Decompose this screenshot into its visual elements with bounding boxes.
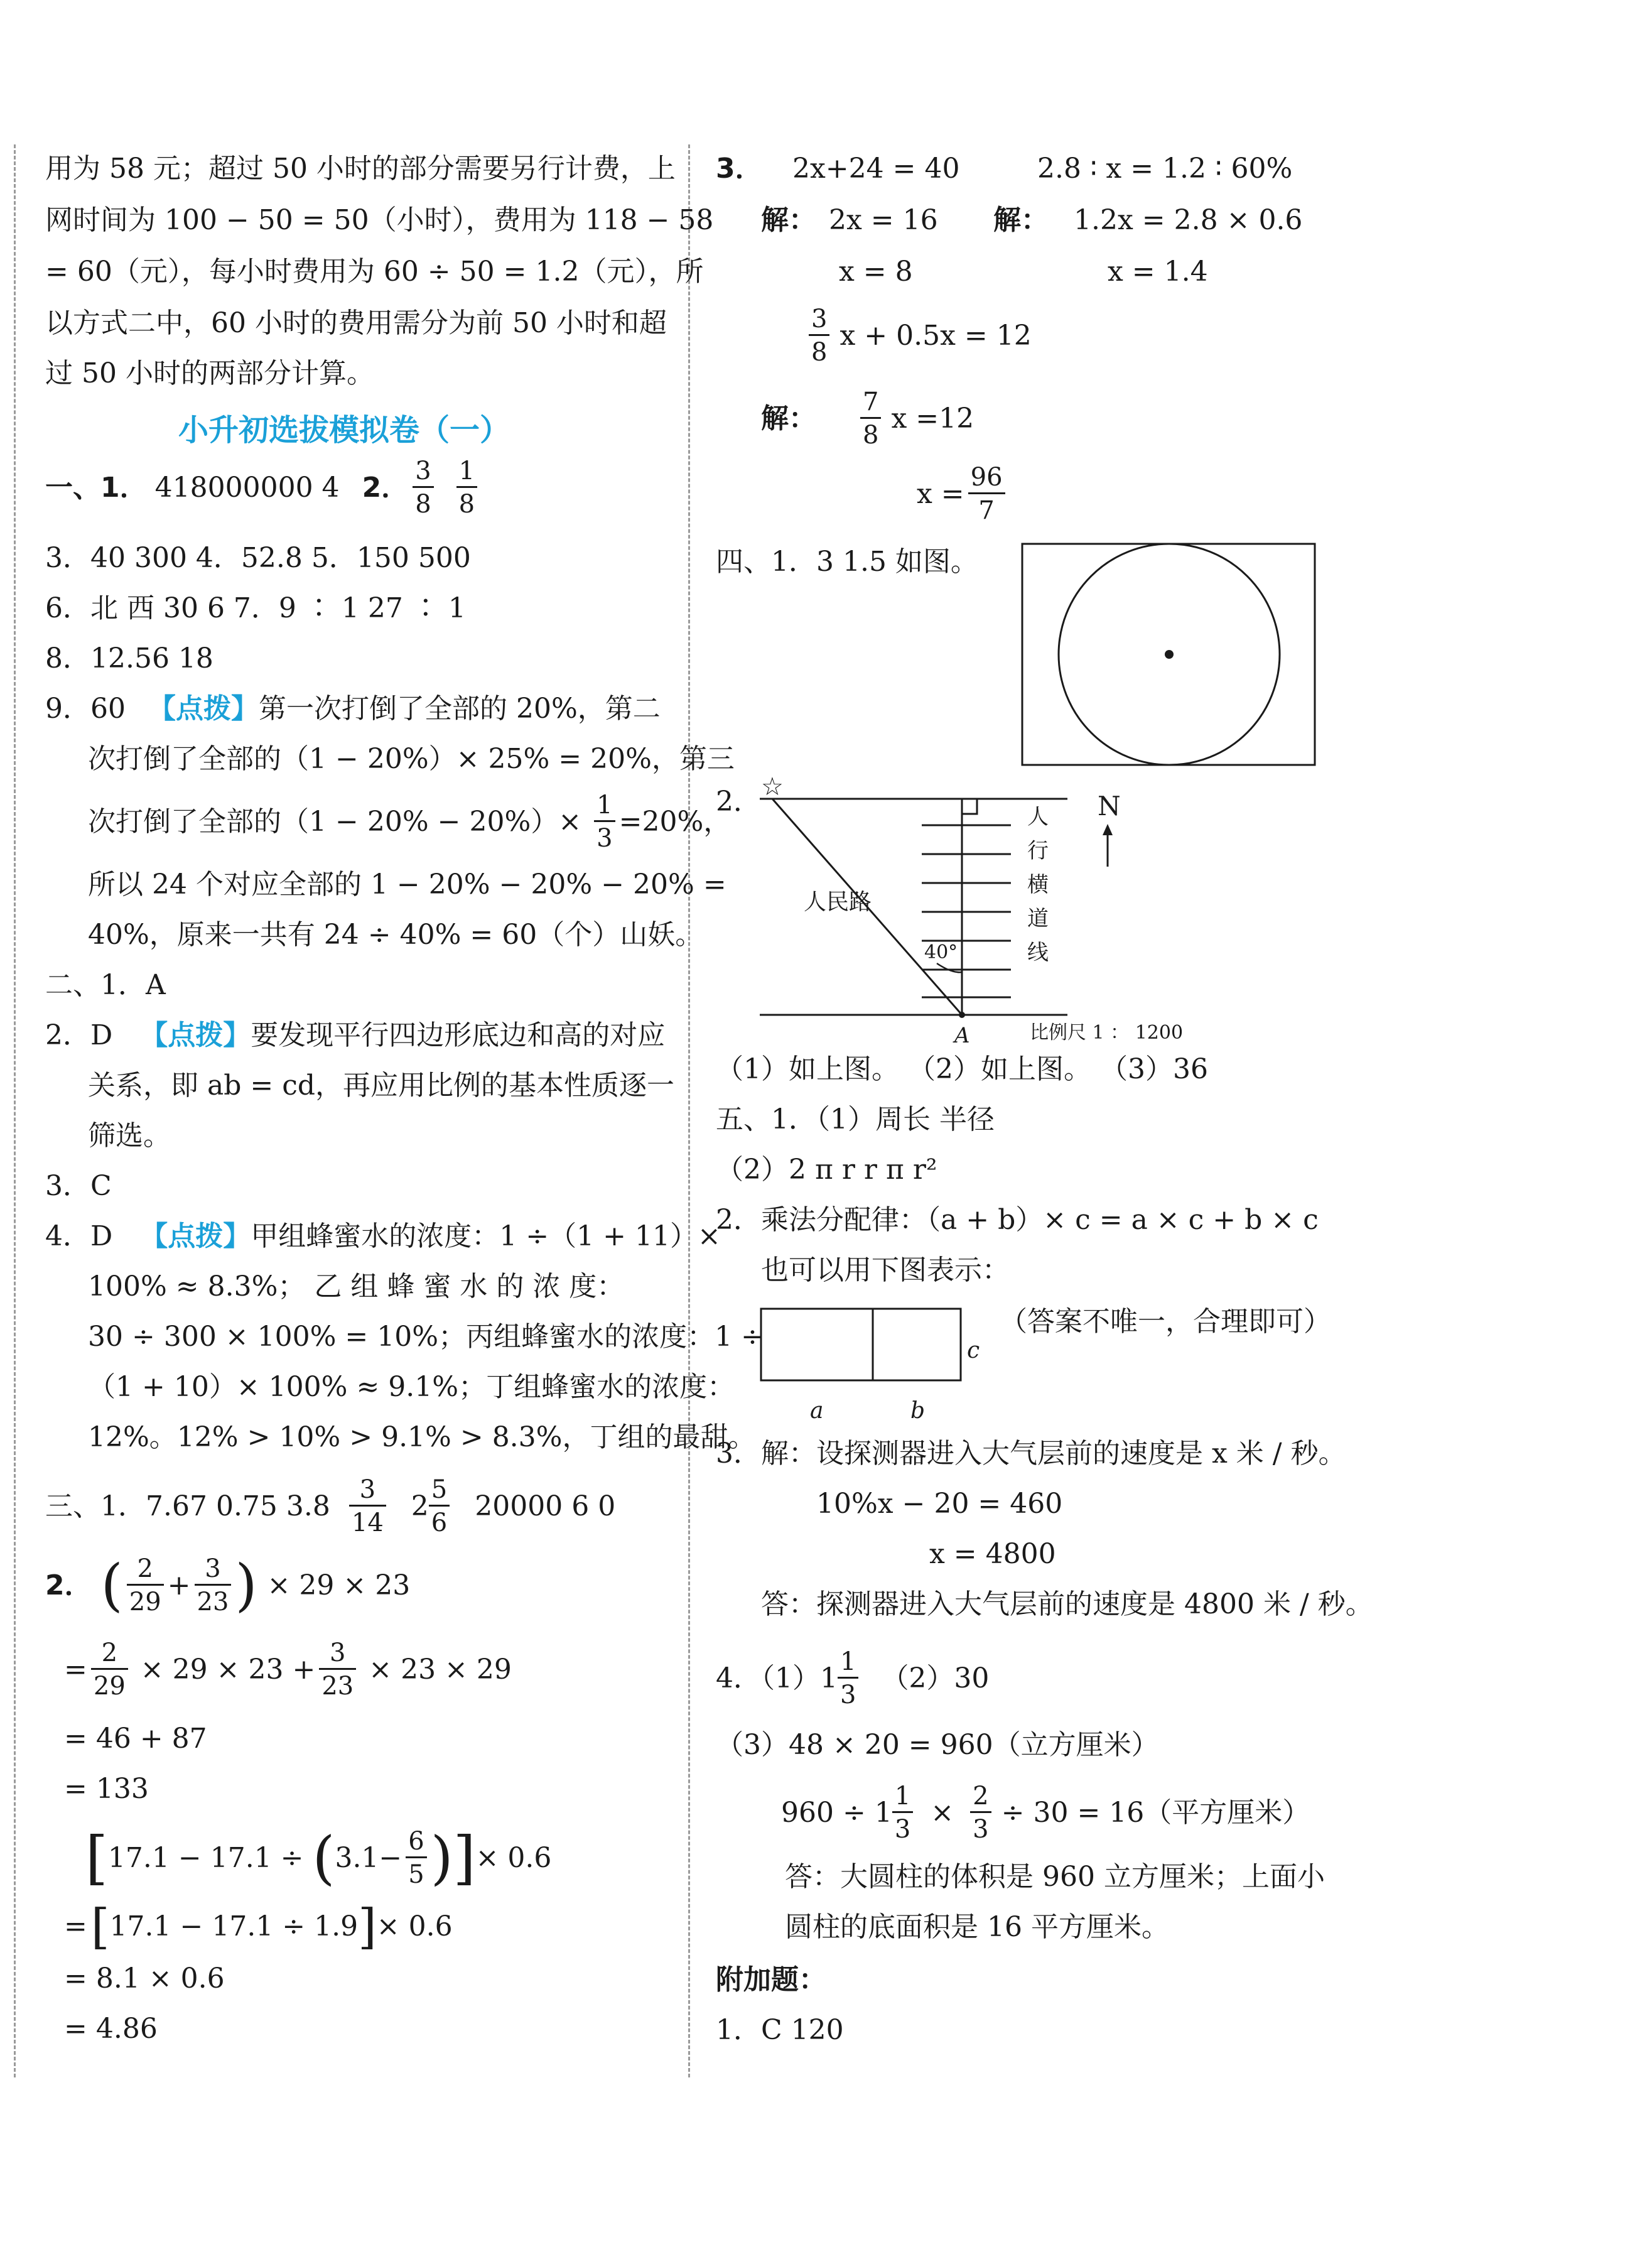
r-q3-line-5 bbox=[761, 389, 974, 448]
expr-6: 17.1 − 17.1 ÷ 1.9 bbox=[109, 1910, 359, 1942]
extra-title: 附加题： bbox=[716, 1964, 826, 1996]
s3-q2-line-3: = 46 + 87 bbox=[64, 1723, 207, 1755]
map-diagram bbox=[753, 772, 1206, 1049]
expr-2-tail: × 23 × 29 bbox=[369, 1653, 512, 1686]
r-q3-eq-b2: 1.2x = 2.8 × 0.6 bbox=[1074, 204, 1303, 236]
expr-5-tail: × 0.6 bbox=[475, 1841, 552, 1874]
s5-q4-line-5: 圆柱的底面积是 16 平方厘米。 bbox=[785, 1911, 1169, 1943]
distributive-rectangle-diagram bbox=[753, 1306, 992, 1426]
intro-line-2: 网时间为 100 − 50 = 50（小时），费用为 118 − 58 bbox=[45, 204, 714, 236]
s5-q4-c1: 960 ÷ 1 bbox=[781, 1796, 892, 1829]
s5-q3-line-3: x = 4800 bbox=[929, 1538, 1056, 1570]
q9-answer: 9．60 bbox=[45, 693, 126, 725]
star-icon: ☆ bbox=[761, 772, 784, 801]
expr-2-mid: × 29 × 23 + bbox=[140, 1653, 316, 1686]
s3-q2-line-6: = [ 17.1 − 17.1 ÷ 1.9 ] × 0.6 bbox=[64, 1898, 453, 1954]
hint-label: 【点拨】 bbox=[140, 1220, 251, 1252]
q9-text-c-tail: =20%， bbox=[618, 805, 732, 838]
hint-label: 【点拨】 bbox=[148, 693, 259, 725]
fraction-1-3: $\frac{1}{3}$ bbox=[892, 1784, 913, 1842]
fraction-1-3: $\frac{1}{3}$ bbox=[594, 793, 615, 851]
equals: = bbox=[64, 1910, 87, 1942]
s3-q2-line-8: = 4.86 bbox=[64, 2013, 158, 2045]
r-q3-line-1 bbox=[716, 151, 1293, 187]
times: × bbox=[931, 1796, 954, 1829]
q9-text-a: 第一次打倒了全部的 20%，第二 bbox=[258, 693, 661, 725]
crosswalk-char-5: 线 bbox=[1027, 940, 1049, 965]
q9-text-d: 所以 24 个对应全部的 1 − 20% − 20% − 20% = bbox=[88, 869, 726, 901]
fraction-2-29: $\frac{2}{29}$ bbox=[127, 1556, 164, 1615]
s1-q2-label: 2． bbox=[362, 471, 409, 504]
s2-q2-text-a: 要发现平行四边形底边和高的对应 bbox=[251, 1019, 666, 1051]
left-margin-line bbox=[14, 144, 16, 2077]
s5-q3-line-1: 3．解：设探测器进入大气层前的速度是 x 米 / 秒。 bbox=[716, 1438, 1346, 1470]
intro-line-3: = 60（元），每小时费用为 60 ÷ 50 = 1.2（元），所 bbox=[45, 256, 704, 288]
s1-line-1 bbox=[45, 458, 481, 517]
fraction-3-23: $\frac{3}{23}$ bbox=[195, 1556, 232, 1615]
expr-5-b: 3.1− bbox=[335, 1841, 402, 1874]
circle-center-dot bbox=[1165, 650, 1174, 659]
circle-in-rect-diagram bbox=[1021, 543, 1316, 769]
angle-label: 40° bbox=[924, 941, 958, 963]
s3-q2-line-1: 2． ( $\frac{2}{29}$ + $\frac{3}{23}$ ) × 29 × 23 bbox=[45, 1552, 411, 1618]
right-angle-mark bbox=[962, 799, 977, 814]
r-q3-line-4 bbox=[805, 306, 1032, 365]
crosswalk-stripes bbox=[922, 825, 1011, 997]
q9-text-b: 次打倒了全部的（1 − 20%）× 25% = 20%，第三 bbox=[88, 743, 735, 775]
s2-q3: 3．C bbox=[45, 1170, 112, 1202]
s2-q4-answer: 4．D bbox=[45, 1220, 113, 1252]
s3-q2-line-5: [ 17.1 − 17.1 ÷ ( 3.1− $\frac{6}{5}$ ) ] × 0.6 bbox=[85, 1824, 552, 1892]
r-q3-eq-a1: 2x+24 = 40 bbox=[792, 153, 960, 185]
expr-5-a: 17.1 − 17.1 ÷ bbox=[107, 1841, 304, 1874]
s2-q4-text-d: （1 + 10）× 100% ≈ 9.1%；丁组蜂蜜水的浓度： bbox=[88, 1371, 735, 1403]
rect-label-b: b bbox=[910, 1398, 926, 1424]
extra-q1: 1．C 120 bbox=[716, 2014, 844, 2046]
s4-q2-label: 2． bbox=[716, 786, 761, 818]
r-q3-eq-c1: x + 0.5x = 12 bbox=[839, 319, 1032, 352]
point-a-label: A bbox=[954, 1023, 970, 1048]
rect-label-c: c bbox=[967, 1338, 980, 1363]
s5-q2-line-1: 2．乘法分配律：（a + b）× c = a × c + b × c bbox=[716, 1204, 1319, 1236]
fraction-7-8: $\frac{7}{8}$ bbox=[860, 389, 881, 448]
r-q3-line-6 bbox=[917, 465, 1009, 523]
mixed-whole: 2 bbox=[411, 1490, 429, 1522]
s1-label: 一、1． bbox=[45, 471, 148, 504]
s2-q4-text-b: 100% ≈ 8.3%； 乙 组 蜂 蜜 水 的 浓 度： bbox=[88, 1270, 625, 1302]
r-q3-eq-a3: x = 8 bbox=[839, 256, 913, 288]
crosswalk-char-4: 道 bbox=[1027, 906, 1049, 931]
s5-line-2: （2）2 π r r π r² bbox=[716, 1154, 937, 1186]
hint-label: 【点拨】 bbox=[140, 1019, 251, 1051]
s5-q4-line-1 bbox=[716, 1649, 989, 1708]
s2-q4-text-a: 甲组蜂蜜水的浓度：1 ÷（1 + 11）× bbox=[251, 1220, 721, 1252]
s1-line-3: 6．北 西 30 6 7．9 ∶ 1 27 ∶ 1 bbox=[45, 592, 466, 624]
fraction-3-8: $\frac{3}{8}$ bbox=[809, 306, 829, 365]
fraction-1-3: $\frac{1}{3}$ bbox=[838, 1649, 858, 1708]
rect-note: （答案不唯一，合理即可） bbox=[1000, 1306, 1331, 1338]
s2-q2-line-1 bbox=[45, 1017, 665, 1054]
r-q3-eq-c2: x =12 bbox=[891, 402, 974, 435]
s3-answers-tail: 20000 6 0 bbox=[475, 1490, 616, 1522]
s5-q4-line-2: （3）48 × 20 = 960（立方厘米） bbox=[716, 1729, 1159, 1761]
s1-line-2: 3．40 300 4．52.8 5．150 500 bbox=[45, 542, 471, 574]
crosswalk-char-2: 行 bbox=[1027, 838, 1049, 864]
s5-q2-line-2: 也可以用下图表示： bbox=[761, 1254, 1010, 1286]
point-a-dot bbox=[959, 1012, 965, 1018]
north-arrowhead-icon bbox=[1103, 824, 1113, 835]
fraction-2-29: $\frac{2}{29}$ bbox=[91, 1640, 128, 1699]
intro-line-5: 过 50 小时的两部分计算。 bbox=[45, 357, 374, 389]
r-q3-eq-c3: x = bbox=[917, 477, 964, 510]
s5-q4-line-3 bbox=[781, 1784, 1310, 1842]
s3-q2-line-7: = 8.1 × 0.6 bbox=[64, 1963, 225, 1995]
r-q3-eq-b3: x = 1.4 bbox=[1108, 256, 1208, 288]
fraction-1-8: $\frac{1}{8}$ bbox=[456, 458, 477, 517]
jie-label: 解： bbox=[761, 204, 816, 236]
fraction-5-6: $\frac{5}{6}$ bbox=[429, 1477, 450, 1535]
s1-q9-line-1 bbox=[45, 691, 661, 727]
s5-q4-a2: （2）30 bbox=[881, 1662, 990, 1694]
fraction-3-14: $\frac{3}{14}$ bbox=[349, 1477, 386, 1535]
q9-text-c-main: 次打倒了全部的（1 − 20% − 20%）× bbox=[88, 805, 582, 838]
fraction-2-3: $\frac{2}{3}$ bbox=[970, 1784, 991, 1842]
angle-arc bbox=[937, 963, 962, 972]
s2-q4-text-e: 12%。12% > 10% > 9.1% > 8.3%，丁组的最甜。 bbox=[88, 1421, 756, 1453]
s4-line-1: 四、1．3 1.5 如图。 bbox=[716, 546, 978, 578]
s5-q3-line-4: 答：探测器进入大气层前的速度是 4800 米 / 秒。 bbox=[761, 1588, 1373, 1620]
fraction-3-23: $\frac{3}{23}$ bbox=[319, 1640, 356, 1699]
s2-q2-answer: 2．D bbox=[45, 1019, 113, 1051]
intro-line-4: 以方式二中，60 小时的费用需分为前 50 小时和超 bbox=[45, 307, 667, 339]
road-label: 人民路 bbox=[804, 889, 872, 915]
jie-label: 解： bbox=[761, 402, 816, 435]
expr-6-tail: × 0.6 bbox=[376, 1910, 453, 1942]
s5-q4-c3: ÷ 30 = 16（平方厘米） bbox=[1001, 1796, 1310, 1829]
s5-q4-line-4: 答：大圆柱的体积是 960 立方厘米；上面小 bbox=[785, 1861, 1325, 1893]
rect-label-a: a bbox=[810, 1398, 824, 1424]
column-divider bbox=[688, 144, 690, 2077]
north-label: N bbox=[1098, 791, 1121, 821]
jie-label: 解： bbox=[993, 204, 1049, 236]
q9-text-c bbox=[88, 793, 731, 851]
r-q3-label: 3． bbox=[716, 153, 763, 185]
s4-q2-answers: （1）如上图。 （2）如上图。 （3）36 bbox=[716, 1053, 1208, 1085]
section-title: 小升初选拔模拟卷（一） bbox=[178, 413, 510, 448]
equals: = bbox=[64, 1653, 87, 1686]
expr-1-tail: × 29 × 23 bbox=[267, 1569, 411, 1601]
r-q3-line-2 bbox=[761, 202, 1303, 239]
s3-q2-label: 2． bbox=[45, 1569, 92, 1601]
q9-text-e: 40%，原来一共有 24 ÷ 40% = 60（个）山妖。 bbox=[88, 919, 703, 951]
fraction-3-8: $\frac{3}{8}$ bbox=[413, 458, 433, 517]
r-q3-eq-b1: 2.8 ∶ x = 1.2 ∶ 60% bbox=[1037, 153, 1293, 185]
crosswalk-char-3: 横 bbox=[1027, 872, 1049, 897]
scale-label: 比例尺 1 ： 1200 bbox=[1030, 1022, 1184, 1044]
s1-line-4: 8．12.56 18 bbox=[45, 642, 213, 674]
plus: + bbox=[167, 1569, 191, 1601]
s2-line-1: 二、1．A bbox=[45, 969, 166, 1001]
s1-q1: 418000000 4 bbox=[154, 471, 340, 504]
fraction-6-5: $\frac{6}{5}$ bbox=[406, 1829, 426, 1887]
s3-answers: 三、1．7.67 0.75 3.8 bbox=[45, 1490, 330, 1522]
s2-q2-text-b: 关系，即 ab = cd，再应用比例的基本性质逐一 bbox=[88, 1069, 675, 1102]
crosswalk-char-1: 人 bbox=[1027, 804, 1049, 830]
diagram-outer-rect bbox=[761, 1309, 961, 1380]
s5-line-1: 五、1．（1）周长 半径 bbox=[716, 1103, 995, 1135]
s5-q4-a: 4．（1）1 bbox=[716, 1662, 838, 1694]
s3-q2-line-4: = 133 bbox=[64, 1773, 149, 1805]
s2-q2-text-c: 筛选。 bbox=[88, 1120, 171, 1152]
s2-q4-text-c: 30 ÷ 300 × 100% = 10%；丙组蜂蜜水的浓度：1 ÷ bbox=[88, 1321, 764, 1353]
fraction-96-7: $\frac{96}{7}$ bbox=[968, 465, 1005, 523]
s2-q4-line-1 bbox=[45, 1218, 721, 1255]
s3-q2-line-2 bbox=[64, 1640, 512, 1699]
intro-line-1: 用为 58 元；超过 50 小时的部分需要另行计费，上 bbox=[45, 153, 676, 185]
r-q3-eq-a2: 2x = 16 bbox=[829, 204, 938, 236]
s5-q3-line-2: 10%x − 20 = 460 bbox=[816, 1488, 1063, 1520]
s3-line-1 bbox=[45, 1477, 615, 1535]
